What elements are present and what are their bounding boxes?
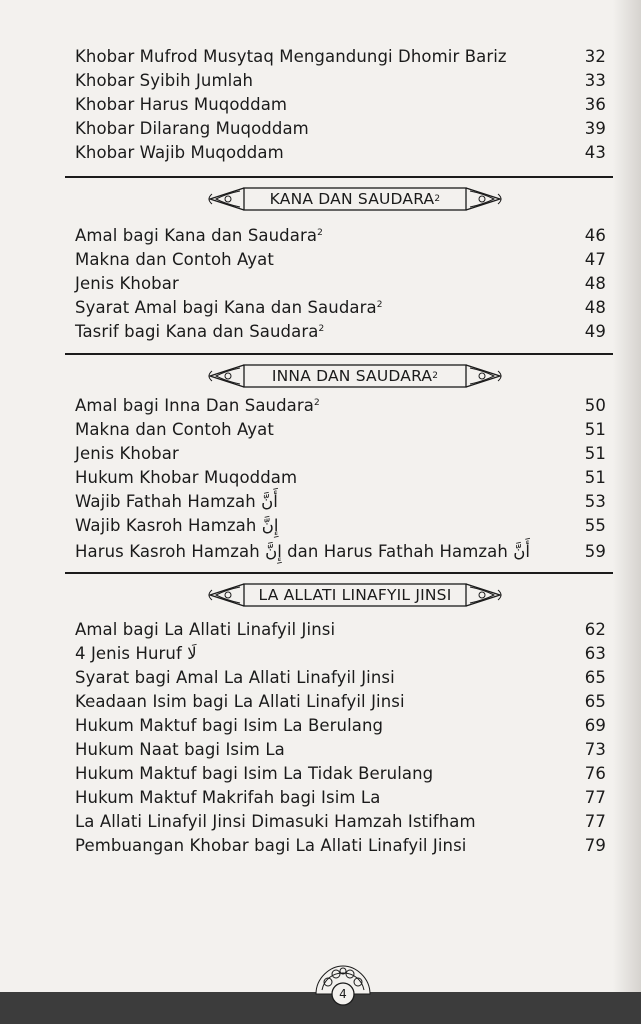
toc-entry-page: 51 bbox=[584, 468, 606, 487]
toc-entry-title: Amal bagi Inna Dan Saudara$^2$ bbox=[75, 396, 320, 415]
toc-entry[interactable] bbox=[75, 492, 606, 516]
toc-entry[interactable] bbox=[75, 764, 606, 788]
toc-entry-page: 76 bbox=[584, 764, 606, 783]
toc-entry-title: Tasrif bagi Kana dan Saudara$^2$ bbox=[75, 322, 325, 341]
toc-entry-title: Hukum Maktuf Makrifah bagi Isim La bbox=[75, 788, 381, 807]
toc-entry-title: Amal bagi Kana dan Saudara$^2$ bbox=[75, 226, 323, 245]
toc-entry-title: Jenis Khobar bbox=[75, 274, 179, 293]
toc-entry[interactable] bbox=[75, 836, 606, 860]
toc-entry-page: 59 bbox=[584, 542, 606, 561]
section-divider bbox=[65, 572, 613, 574]
page-edge-shadow bbox=[613, 0, 641, 1024]
toc-entry[interactable] bbox=[75, 71, 606, 95]
toc-entry-title: Hukum Naat bagi Isim La bbox=[75, 740, 285, 759]
section-heading-label: KANA DAN SAUDARA 2 bbox=[269, 190, 441, 208]
toc-entry-title: Amal bagi La Allati Linafyil Jinsi bbox=[75, 620, 336, 639]
toc-entry-title: Jenis Khobar bbox=[75, 444, 179, 463]
toc-entry-page: 51 bbox=[584, 444, 606, 463]
toc-entry-title: Khobar Harus Muqoddam bbox=[75, 95, 288, 114]
toc-entry-page: 39 bbox=[584, 119, 606, 138]
page-number: 4 bbox=[339, 987, 347, 1001]
toc-entry[interactable] bbox=[75, 716, 606, 740]
toc-entry-page: 32 bbox=[584, 47, 606, 66]
section-divider bbox=[65, 353, 613, 355]
toc-entry-page: 48 bbox=[584, 298, 606, 317]
toc-entry-title: Khobar Dilarang Muqoddam bbox=[75, 119, 309, 138]
section-heading-inna bbox=[200, 361, 510, 391]
section-heading-label: LA ALLATI LINAFYIL JINSI bbox=[258, 586, 452, 604]
toc-entry-title: Khobar Wajib Muqoddam bbox=[75, 143, 284, 162]
toc-entry[interactable] bbox=[75, 226, 606, 250]
toc-entry-title: Hukum Maktuf bagi Isim La Berulang bbox=[75, 716, 384, 735]
toc-entry-page: 69 bbox=[584, 716, 606, 735]
toc-entry-page: 65 bbox=[584, 692, 606, 711]
toc-entry-title: Syarat bagi Amal La Allati Linafyil Jinsi bbox=[75, 668, 395, 687]
toc-entry-title: 4 Jenis Huruf لَا bbox=[75, 644, 197, 663]
toc-entry-page: 49 bbox=[584, 322, 606, 341]
toc-entry[interactable] bbox=[75, 788, 606, 812]
toc-entry-page: 62 bbox=[584, 620, 606, 639]
toc-entry-page: 55 bbox=[584, 516, 606, 535]
page-number-badge bbox=[312, 960, 374, 1020]
toc-entry[interactable] bbox=[75, 298, 606, 322]
toc-entry[interactable] bbox=[75, 740, 606, 764]
toc-entry[interactable] bbox=[75, 119, 606, 143]
section-heading-label: INNA DAN SAUDARA 2 bbox=[271, 367, 439, 385]
toc-entry-title: Khobar Mufrod Musytaq Mengandungi Dhomir Bariz bbox=[75, 47, 507, 66]
toc-entry[interactable] bbox=[75, 692, 606, 716]
section-heading-la bbox=[200, 580, 510, 610]
toc-entry-page: 65 bbox=[584, 668, 606, 687]
toc-entry-page: 43 bbox=[584, 143, 606, 162]
toc-entry-title: Hukum Maktuf bagi Isim La Tidak Berulang bbox=[75, 764, 434, 783]
toc-entry-title: Makna dan Contoh Ayat bbox=[75, 250, 274, 269]
section-heading-kana bbox=[200, 184, 510, 214]
section-divider bbox=[65, 176, 613, 178]
toc-entry[interactable] bbox=[75, 95, 606, 119]
toc-entry-page: 79 bbox=[584, 836, 606, 855]
toc-entry-title: Syarat Amal bagi Kana dan Saudara$^2$ bbox=[75, 298, 383, 317]
toc-entry-title: La Allati Linafyil Jinsi Dimasuki Hamzah Istifham bbox=[75, 812, 476, 831]
toc-entry[interactable] bbox=[75, 468, 606, 492]
toc-entry-page: 63 bbox=[584, 644, 606, 663]
toc-entry-title: Keadaan Isim bagi La Allati Linafyil Jinsi bbox=[75, 692, 405, 711]
toc-entry[interactable] bbox=[75, 444, 606, 468]
toc-entry-title: Hukum Khobar Muqoddam bbox=[75, 468, 298, 487]
toc-entry[interactable] bbox=[75, 274, 606, 298]
toc-entry[interactable] bbox=[75, 516, 606, 540]
toc-entry[interactable] bbox=[75, 812, 606, 836]
toc-entry-page: 77 bbox=[584, 812, 606, 831]
toc-entry[interactable] bbox=[75, 396, 606, 420]
toc-entry[interactable] bbox=[75, 420, 606, 444]
toc-entry-page: 48 bbox=[584, 274, 606, 293]
toc-entry-page: 47 bbox=[584, 250, 606, 269]
toc-entry-title: Wajib Fathah Hamzah أَنَّ bbox=[75, 492, 278, 511]
toc-entry-page: 53 bbox=[584, 492, 606, 511]
toc-entry[interactable] bbox=[75, 322, 606, 346]
toc-entry[interactable] bbox=[75, 644, 606, 668]
toc-entry-page: 50 bbox=[584, 396, 606, 415]
toc-entry[interactable] bbox=[75, 668, 606, 692]
toc-entry[interactable] bbox=[75, 47, 606, 71]
toc-entry-page: 51 bbox=[584, 420, 606, 439]
toc-entry[interactable] bbox=[75, 143, 606, 167]
toc-entry-title: Pembuangan Khobar bagi La Allati Linafyil Jinsi bbox=[75, 836, 467, 855]
toc-entry[interactable] bbox=[75, 620, 606, 644]
toc-entry-title: Makna dan Contoh Ayat bbox=[75, 420, 274, 439]
toc-entry-title: Harus Kasroh Hamzah إِنَّ dan Harus Fathah Hamzah أَنَّ bbox=[75, 542, 530, 561]
toc-entry[interactable] bbox=[75, 250, 606, 274]
toc-entry-page: 36 bbox=[584, 95, 606, 114]
toc-entry-title: Wajib Kasroh Hamzah إِنَّ bbox=[75, 516, 279, 535]
toc-entry[interactable] bbox=[75, 542, 606, 566]
toc-entry-page: 73 bbox=[584, 740, 606, 759]
toc-entry-title: Khobar Syibih Jumlah bbox=[75, 71, 254, 90]
toc-entry-page: 77 bbox=[584, 788, 606, 807]
toc-entry-page: 46 bbox=[584, 226, 606, 245]
toc-entry-page: 33 bbox=[584, 71, 606, 90]
